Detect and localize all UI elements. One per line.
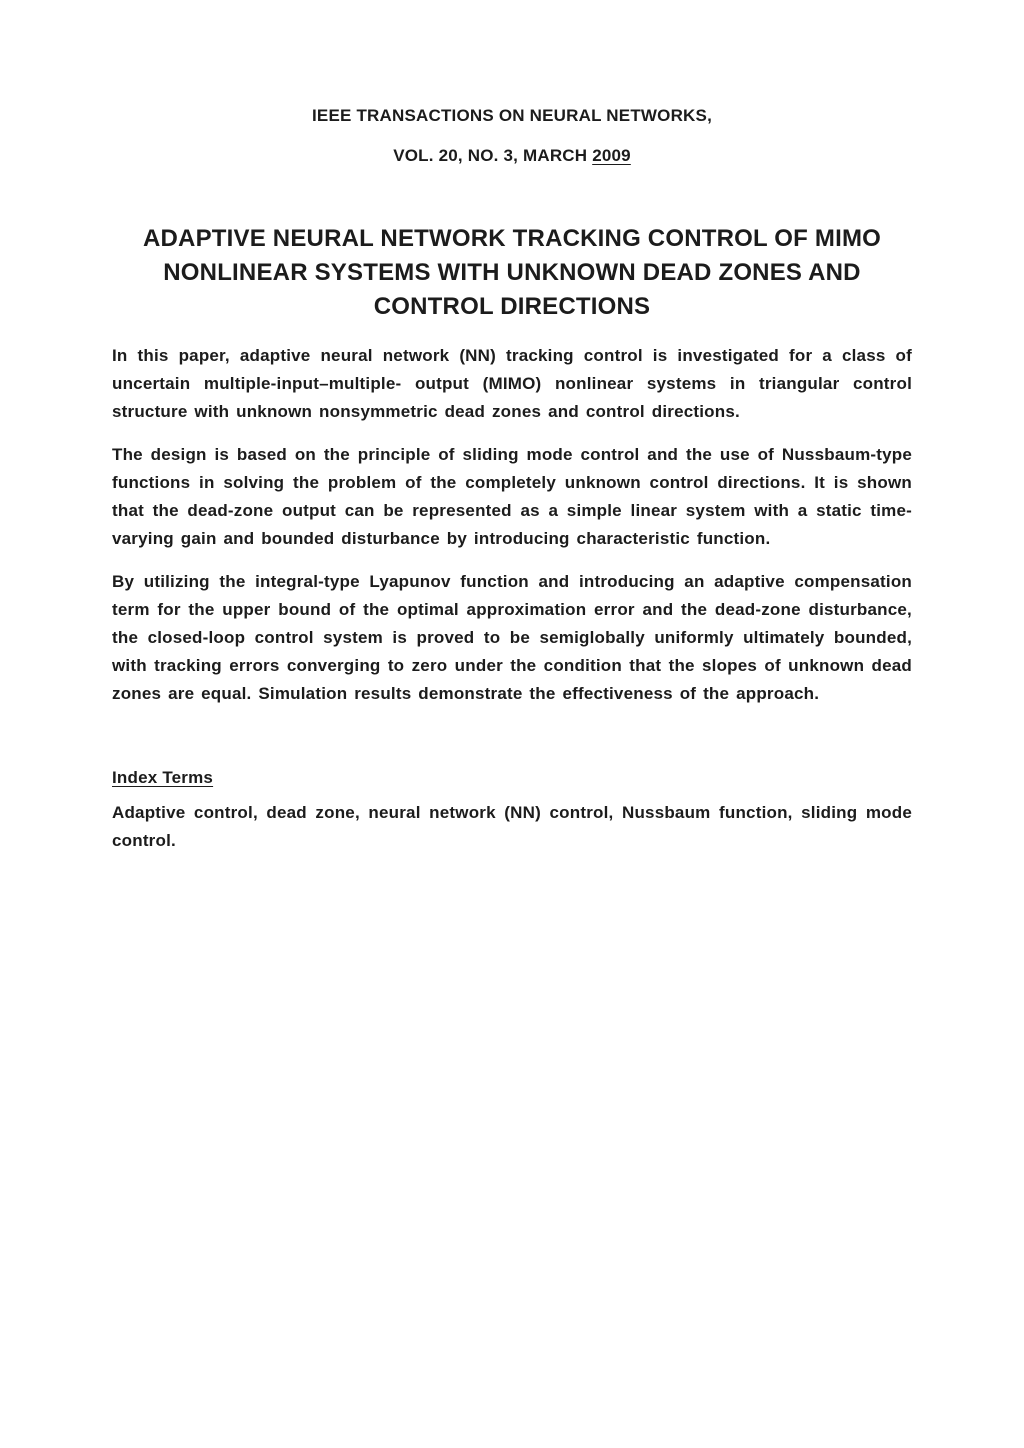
volume-issue-text: VOL. 20, NO. 3, MARCH [393,146,593,165]
abstract-paragraph-3: By utilizing the integral-type Lyapunov function and introducing an adaptive compensation term for the upper bound of the optimal approximation error and the dead-zone disturbance, the closed-loop control system is proved to be semiglobally uniformly ultimately bounded, with tracking errors converging to zero under the condition that the slopes of unknown dead zones are equal. Simulation results demonstrate the effectiveness of the approach. [112,572,912,703]
paper-title: ADAPTIVE NEURAL NETWORK TRACKING CONTROL OF MIMO NONLINEAR SYSTEMS WITH UNKNOWN DEAD ZONES AND CONTROL DIRECTIONS [142,225,882,320]
volume-line [112,146,912,166]
index-terms-keywords: Adaptive control, dead zone, neural network (NN) control, Nussbaum function, sliding mode control. [112,803,912,850]
journal-header [112,106,912,166]
index-terms-heading [112,764,912,792]
abstract-paragraph-2: The design is based on the principle of sliding mode control and the use of Nussbaum-type functions in solving the problem of the completely unknown control directions. It is shown that the dead-zone output can be represented as a simple linear system with a static time-varying gain and bounded disturbance by introducing characteristic function. [112,445,912,548]
abstract-paragraph-1: In this paper, adaptive neural network (NN) tracking control is investigated for a class of uncertain multiple-input–multiple- output (MIMO) nonlinear systems in triangular control structure with unknown nonsymmetric dead zones and control directions. [112,346,912,421]
journal-name: IEEE TRANSACTIONS ON NEURAL NETWORKS, [312,106,712,125]
index-terms-label: Index Terms [112,768,214,787]
year-underlined: 2009 [592,146,631,165]
